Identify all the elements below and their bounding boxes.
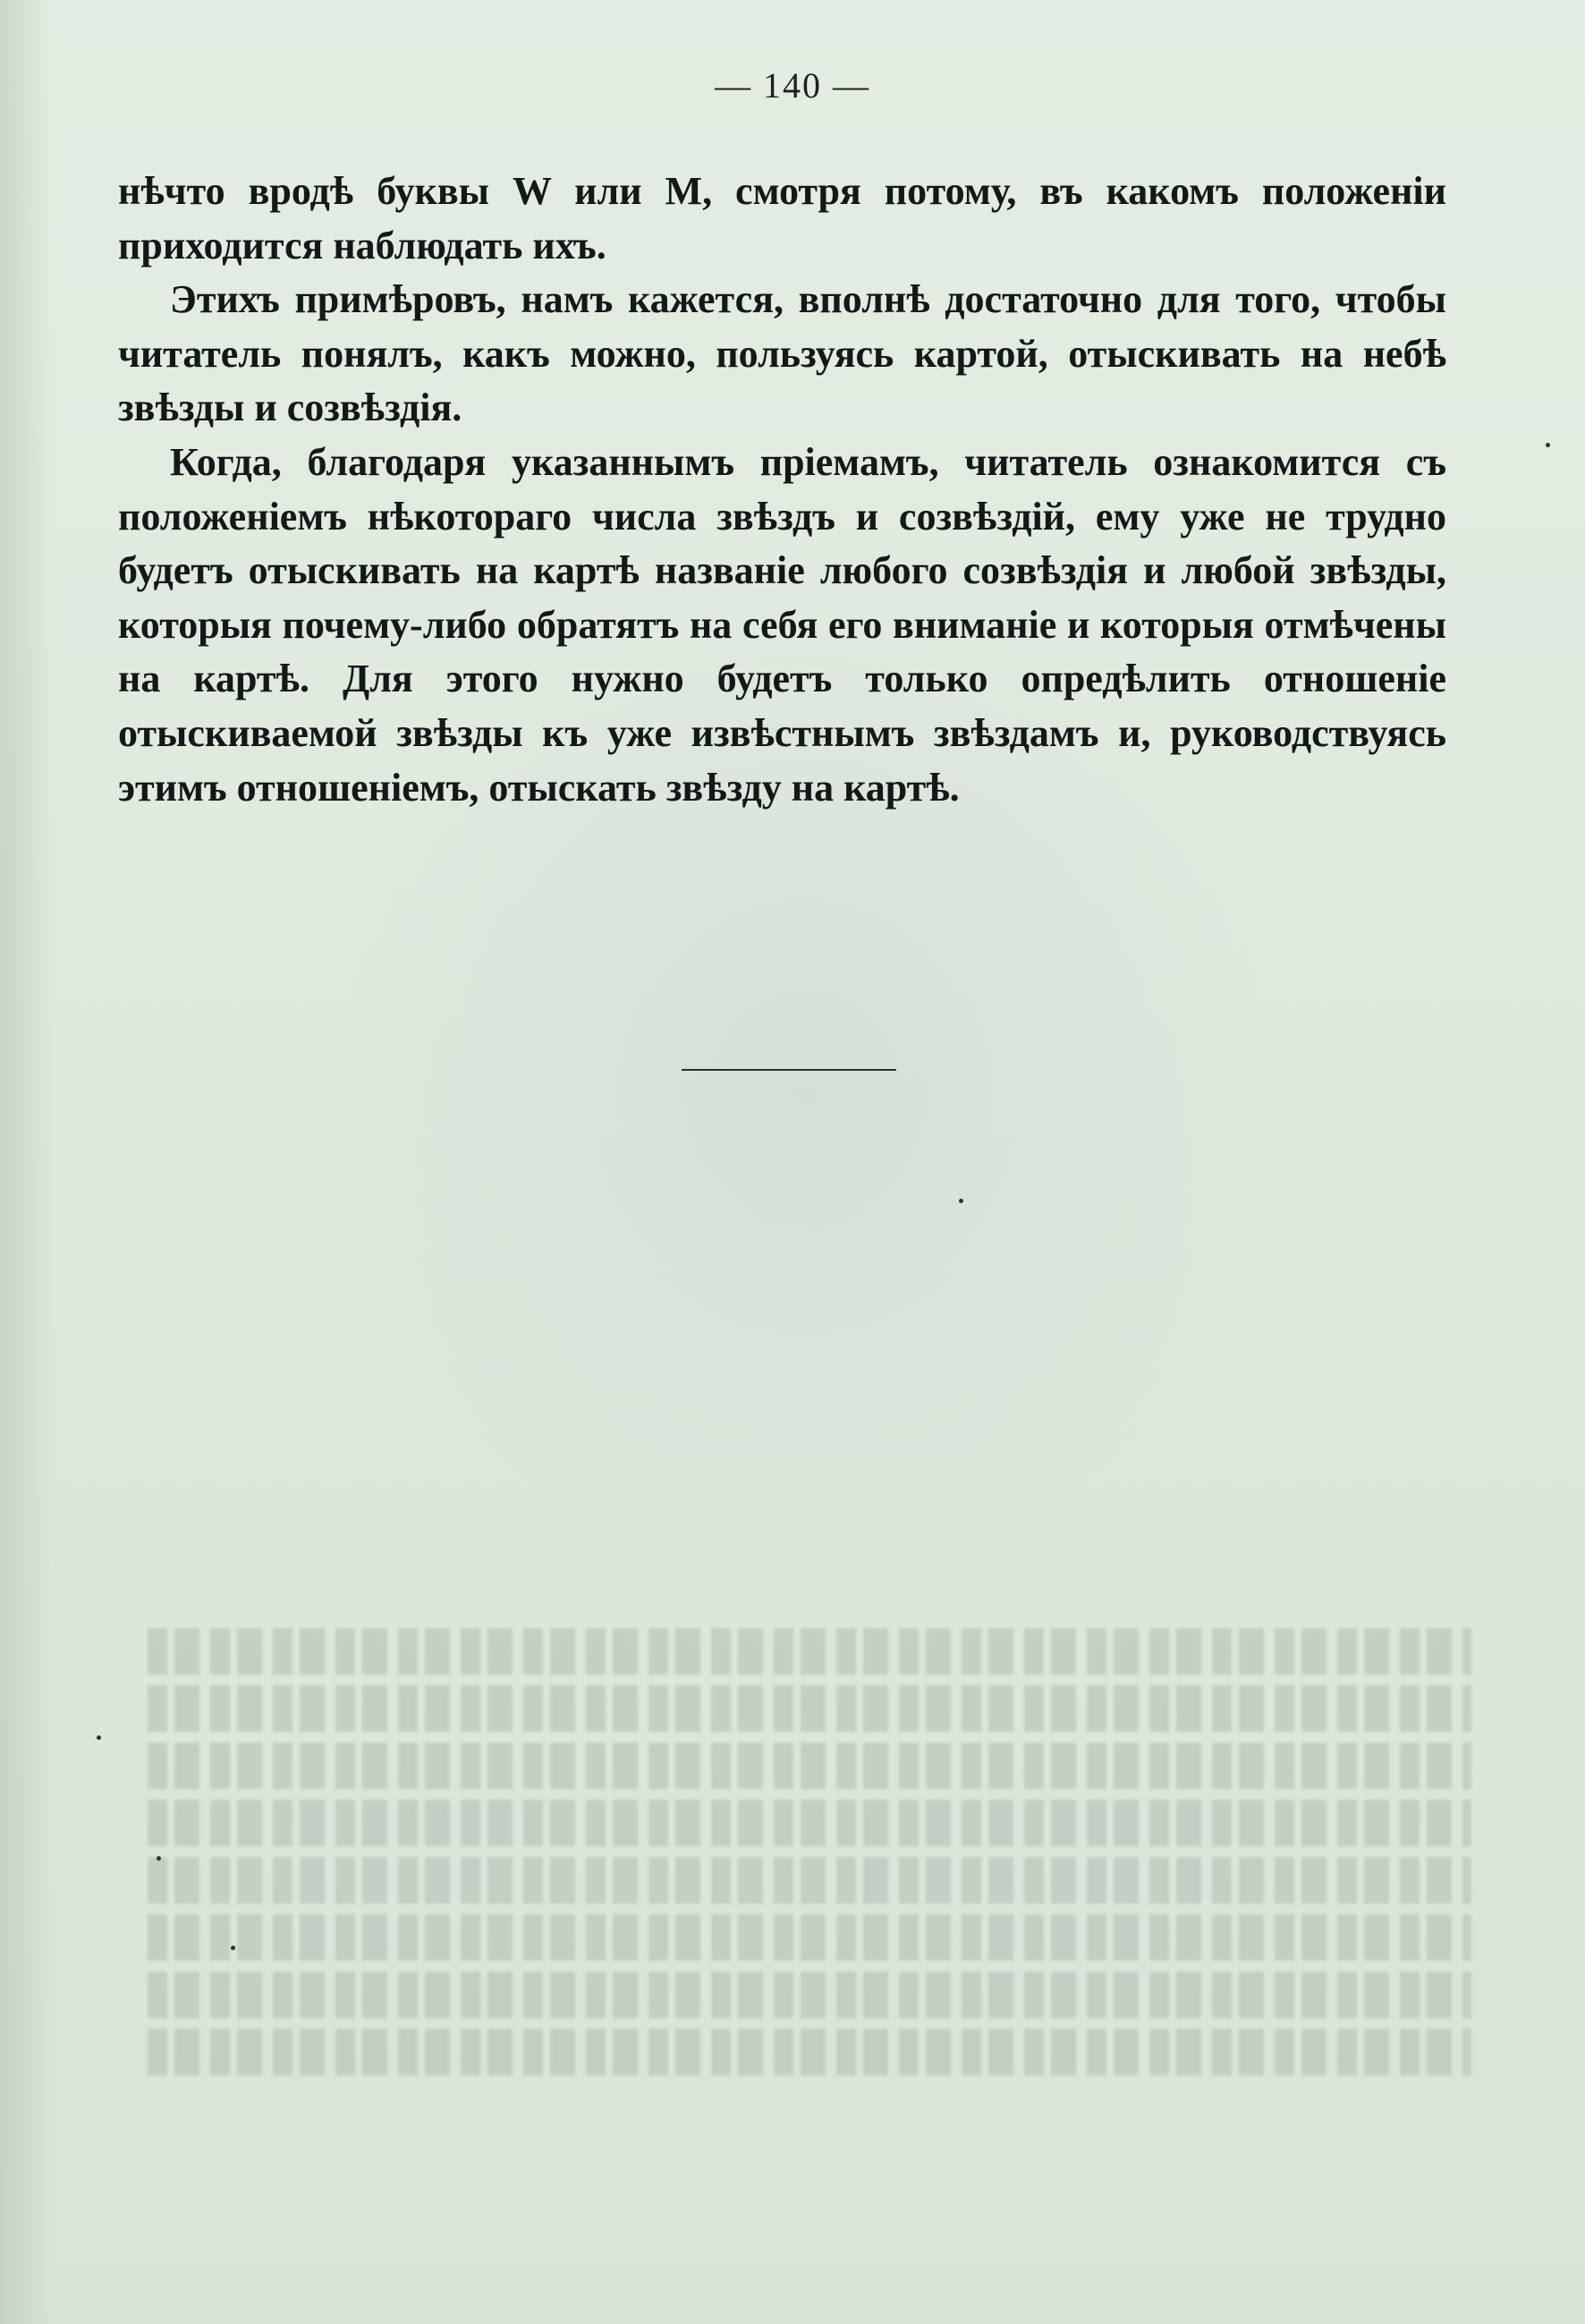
ink-speck: [97, 1735, 101, 1740]
paragraph-1: нѣчто вродѣ буквы W или М, смотря потому, въ какомъ положеніи приходится наблюдать ихъ.: [118, 169, 1446, 267]
paragraph-3: Когда, благодаря указаннымъ пріемамъ, читатель ознакомится съ положеніемъ нѣкотораго числа звѣздъ и созвѣздій, ему уже не трудно будетъ отыскивать на картѣ названіе любого созвѣздія и любой звѣзды, которыя почему-либо обратятъ на себя его вниманіе и которыя отмѣчены на картѣ. Для этого нужно будетъ только опредѣлить отношеніе отыскиваемой звѣзды къ уже извѣстнымъ звѣздамъ и, руководствуясь этимъ отношеніемъ, отыскать звѣзду на картѣ.: [118, 439, 1446, 810]
paragraph-2: Этихъ примѣровъ, намъ кажется, вполнѣ достаточно для того, чтобы читатель понялъ, какъ можно, пользуясь картой, отыскивать на небѣ звѣзды и созвѣздія.: [118, 277, 1446, 430]
ink-speck: [959, 1199, 963, 1203]
section-divider: [682, 1069, 896, 1071]
page-number: — 140 —: [715, 65, 870, 106]
ink-speck: [157, 1856, 161, 1861]
ink-speck: [231, 1946, 235, 1950]
body-text: [118, 165, 1446, 815]
bleed-through-text: [148, 1628, 1471, 2093]
page-edge-shadow: [0, 0, 54, 2324]
ink-speck: [1546, 443, 1550, 447]
